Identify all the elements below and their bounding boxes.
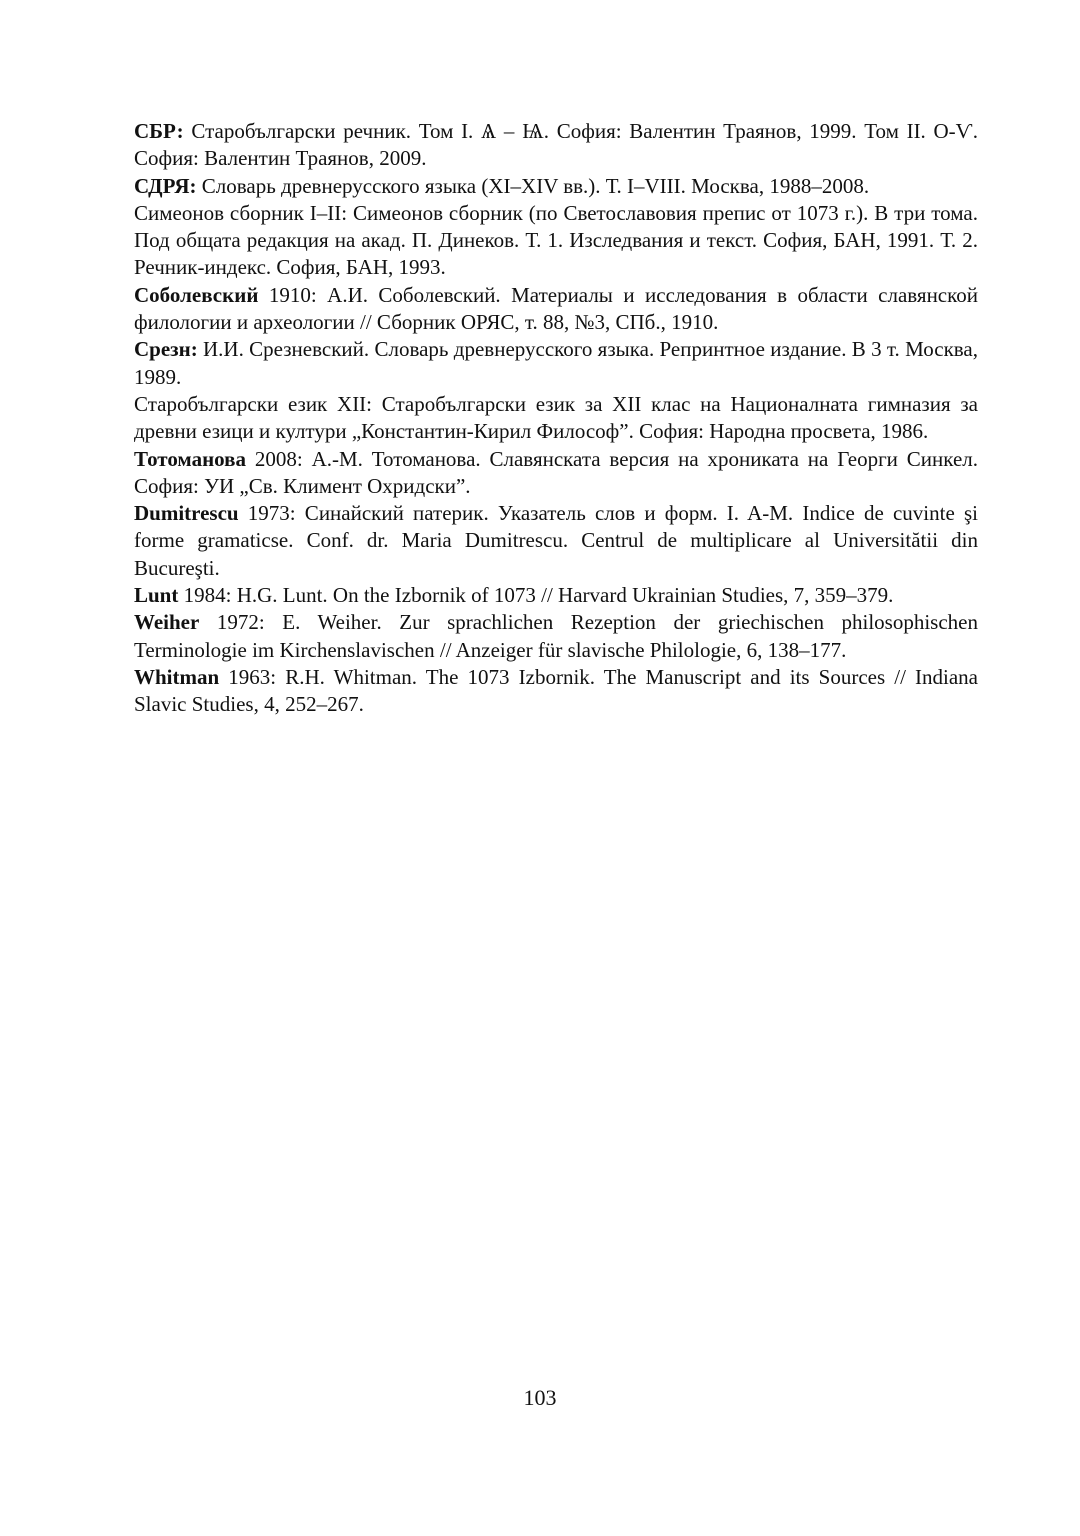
bibliography-entry (134, 664, 978, 719)
entry-key: СДРЯ: (134, 173, 197, 198)
entry-key: Whitman (134, 664, 220, 689)
entry-text: Словарь древнерусского языка (XI–XIV вв.). Т. I–VIII. Москва, 1988–2008. (196, 173, 870, 198)
entry-text: 1963: R.H. Whitman. The 1073 Izbornik. The Manuscript and its Sources // Indiana Slavic Studies, 4, 252–267. (134, 664, 978, 717)
entry-key: Dumitrescu (134, 501, 239, 526)
bibliography-entry (134, 282, 978, 337)
entry-key: Тотоманова (134, 446, 247, 471)
entry-text: 1984: H.G. Lunt. On the Izbornik of 1073 // Harvard Ukrainian Studies, 7, 359–379. (178, 583, 894, 608)
entry-key: Weiher (134, 610, 200, 635)
bibliography-entry (134, 336, 978, 391)
bibliography-entry (134, 173, 978, 200)
bibliography-entry (134, 500, 978, 582)
entry-key: Срезн: (134, 337, 198, 362)
entry-text: 2008: А.-М. Тотоманова. Славянската версия на хрониката на Георги Синкел. София: УИ „Св. Климент Охридски”. (134, 446, 978, 498)
entry-text: И.И. Срезневский. Словарь древнерусского языка. Репринтное издание. В 3 т. Москва, 1989. (134, 337, 978, 389)
entry-text: 1910: А.И. Соболевский. Материалы и исследования в области славянской филологии и археологии // Сборник ОРЯС, т. 88, №3, СПб., 1910. (134, 282, 978, 335)
entry-text: 1972: E. Weiher. Zur sprachlichen Rezeption der griechischen philosophischen Terminologie im Kirchenslavischen // Anzeiger für slavische Philologie, 6, 138–177. (134, 610, 978, 662)
bibliography-list (134, 118, 978, 719)
bibliography-entry (134, 391, 978, 446)
bibliography-entry (134, 118, 978, 173)
bibliography-entry (134, 582, 978, 609)
bibliography-entry (134, 609, 978, 664)
entry-text: Симеонов сборник I–II: Симеонов сборник (по Светославовия препис от 1073 г.). В три тома. Под общата редакция на акад. П. Динеков. Т. 1. Изследвания и текст. София, БАН, 1991. Т. 2. Речник-индекс. София, БАН, 1993. (134, 200, 978, 280)
entry-text: 1973: Синайский патерик. Указатель слов и форм. I. A-M. Indice de cuvinte şi forme gramaticse. Conf. dr. Maria Dumitrescu. Centrul de multiplicare al Universitătii din Bucureşti. (134, 501, 978, 580)
bibliography-entry (134, 446, 978, 501)
entry-key: Lunt (134, 583, 179, 608)
page-number: 103 (523, 1385, 557, 1410)
entry-text: Старобългарски речник. Том I. Ѧ – Ѩ. София: Валентин Траянов, 1999. Том II. О-Ѵ. София: Валентин Траянов, 2009. (134, 119, 978, 171)
bibliography-entry (134, 200, 978, 282)
entry-text: Старобългарски език XII: Старобългарски език за XII клас на Националната гимназия за древни езици и култури „Константин-Кирил Философ”. София: Народна просвета, 1986. (134, 391, 978, 444)
entry-key: Соболевский (134, 282, 259, 307)
entry-key: СБР: (134, 119, 184, 143)
